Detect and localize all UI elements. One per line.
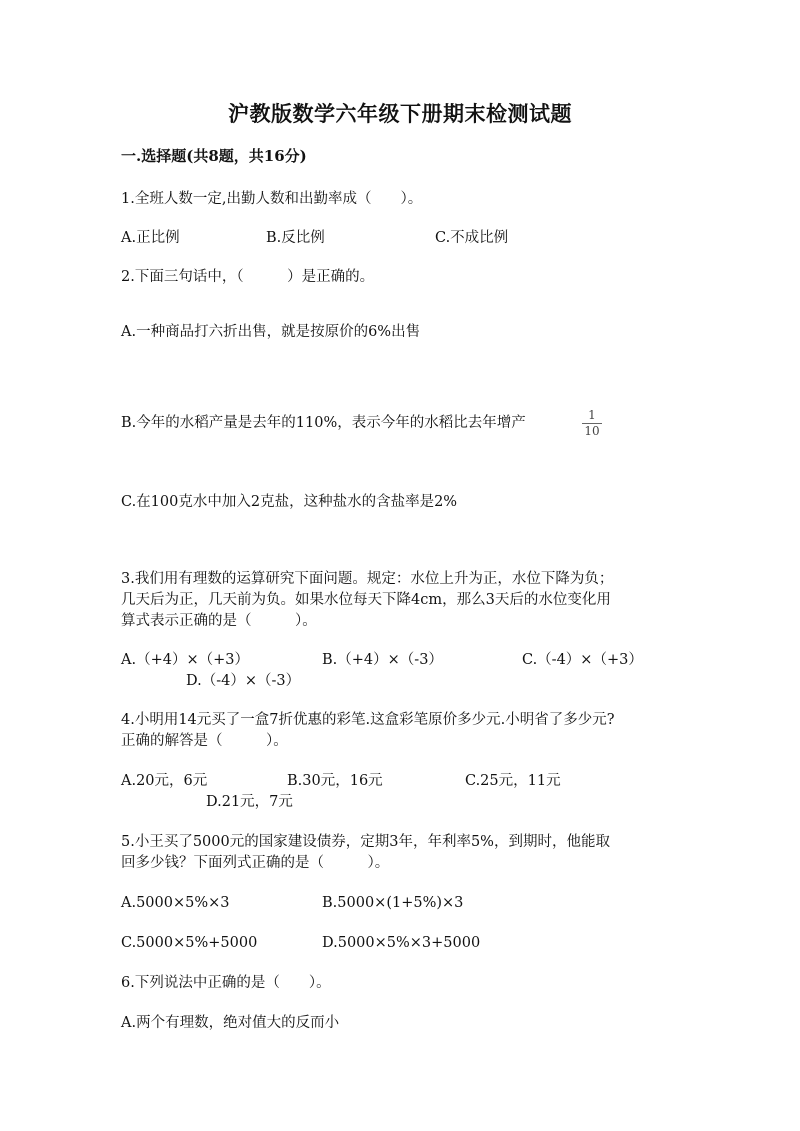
question-1-stem: 1.全班人数一定,出勤人数和出勤率成（ ）。	[121, 191, 423, 207]
question-2-option-b: B.今年的水稻产量是去年的110%，表示今年的水稻比去年增产	[121, 415, 526, 431]
question-4-option-c: C.25元，11元	[465, 773, 561, 789]
question-4-stem-line-2: 正确的解答是（ ）。	[121, 733, 288, 749]
section-heading: 一.选择题(共8题，共16分)	[121, 147, 307, 165]
fraction-numerator: 1	[588, 408, 596, 422]
question-6-option-a: A.两个有理数，绝对值大的反而小	[121, 1015, 340, 1031]
question-5-stem-line-1: 5.小王买了5000元的国家建设债券，定期3年，年利率5%，到期时，他能取	[121, 834, 610, 850]
fraction-one-tenth	[582, 409, 602, 438]
question-3-option-b: B.（+4）×（-3）	[322, 652, 443, 668]
question-6-stem: 6.下列说法中正确的是（ ）。	[121, 975, 331, 991]
question-5-stem-line-2: 回多少钱？下面列式正确的是（ ）。	[121, 855, 390, 871]
fraction-denominator: 10	[584, 424, 600, 438]
question-3-stem-line-3: 算式表示正确的是（ ）。	[121, 613, 317, 629]
question-5-option-a: A.5000×5%×3	[121, 895, 230, 911]
question-3-option-d: D.（-4）×（-3）	[186, 673, 301, 689]
question-2-option-a: A.一种商品打六折出售，就是按原价的6%出售	[121, 324, 421, 340]
question-1-option-a: A.正比例	[121, 230, 180, 246]
question-3-stem-line-2: 几天后为正，几天前为负。如果水位每天下降4cm，那么3天后的水位变化用	[121, 592, 611, 608]
question-4-option-b: B.30元，16元	[287, 773, 383, 789]
question-1-option-b: B.反比例	[266, 230, 325, 246]
question-5-option-b: B.5000×(1+5%)×3	[322, 895, 464, 911]
question-1-option-c: C.不成比例	[435, 230, 509, 246]
question-2-stem: 2.下面三句话中，（ ）是正确的。	[121, 269, 375, 285]
question-3-stem-line-1: 3.我们用有理数的运算研究下面问题。规定：水位上升为正，水位下降为负；	[121, 571, 614, 587]
question-2-option-c: C.在100克水中加入2克盐，这种盐水的含盐率是2%	[121, 494, 458, 510]
question-4-option-d: D.21元，7元	[206, 794, 293, 810]
question-5-option-c: C.5000×5%+5000	[121, 935, 258, 951]
page-title: 沪教版数学六年级下册期末检测试题	[228, 101, 572, 126]
question-4-stem-line-1: 4.小明用14元买了一盒7折优惠的彩笔.这盒彩笔原价多少元.小明省了多少元?	[121, 712, 615, 728]
question-5-option-d: D.5000×5%×3+5000	[322, 935, 481, 951]
question-3-option-a: A.（+4）×（+3）	[121, 652, 249, 668]
question-4-option-a: A.20元，6元	[121, 773, 208, 789]
question-3-option-c: C.（-4）×（+3）	[522, 652, 643, 668]
